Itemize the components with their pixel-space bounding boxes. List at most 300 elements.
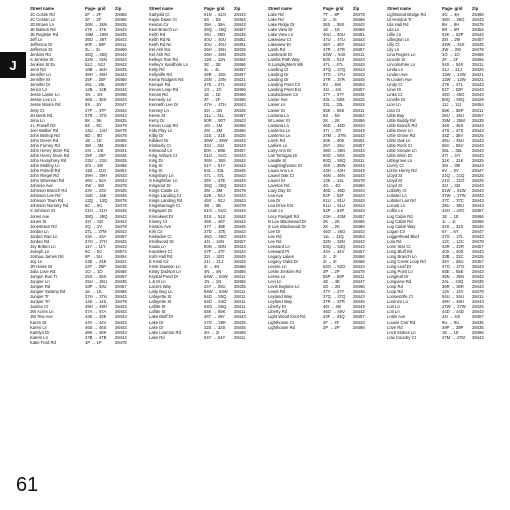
column-header <box>268 6 385 11</box>
street-name: Jones St <box>30 218 47 224</box>
page-grid: 3M → 3M <box>204 188 223 194</box>
street-name: L & M Ln <box>149 279 166 285</box>
street-name: Lake Bluff Dr <box>149 314 174 320</box>
street-name: Little Rock Ct <box>387 142 412 148</box>
street-name: Lindy Ct <box>387 82 403 88</box>
street-name: Las Tortugas Dr <box>268 152 298 158</box>
zip-code: 28454 <box>115 142 127 148</box>
street-name: Katers Ln <box>30 334 48 340</box>
street-name: Larkins Ln <box>268 142 288 148</box>
page-grid: 21I → 21J <box>204 258 224 264</box>
zip-code: 28443 <box>472 147 484 153</box>
page-grid: 37Y → 37Y <box>323 92 345 98</box>
page-grid: 2Q → 2V <box>85 223 103 229</box>
street-name: Long Bluff Rd <box>387 248 413 254</box>
zip-code: 28443 <box>353 203 365 209</box>
zip-code: 28457 <box>115 274 127 280</box>
zip-code: 28435 <box>472 324 484 330</box>
zip-code: 28443 <box>115 72 127 78</box>
page-grid: 33B → 33C <box>442 253 464 259</box>
zip-code: 28445 <box>353 299 365 305</box>
page-grid: 2E → 2E <box>204 62 221 68</box>
page-grid: 14U → 14U <box>85 127 107 133</box>
street-name: Joshua James Rd <box>30 253 64 259</box>
street-name: Lakeview Ct <box>268 36 291 42</box>
page-grid: 55E → 55E <box>442 269 464 275</box>
page-grid: 46D → 46D <box>323 122 345 128</box>
page-grid: 2K → 2K <box>323 218 340 224</box>
zip-code: 28443 <box>115 294 127 300</box>
zip-code: 28466 <box>472 11 484 17</box>
street-index <box>30 6 506 345</box>
street-name: Liberty Rd <box>268 309 288 315</box>
street-name: Lasalle St <box>268 158 287 163</box>
street-name: Lake Rd <box>149 334 165 340</box>
page-grid: 37O → 37U <box>323 72 346 78</box>
page-grid: 34Z → 35V <box>442 132 464 138</box>
street-name: John Polselli Rd <box>30 168 61 174</box>
street-name: Killdeer Dr <box>149 137 169 143</box>
page-grid: 24L → 24Q <box>442 279 464 285</box>
zip-code: 28466 <box>234 127 246 133</box>
street-name: Kensey Ln <box>149 107 169 113</box>
street-name: Keith Rd Nt <box>149 36 171 42</box>
zip-code: 28411 <box>234 304 246 310</box>
zip-code: 28454 <box>353 82 365 88</box>
street-name: E Kristi Cir <box>149 258 169 264</box>
header-street-name: Street name <box>30 6 54 11</box>
street-name: Lincoln St <box>387 57 406 63</box>
zip-code: 28425 <box>115 158 127 163</box>
zip-code: 28445 <box>472 223 484 229</box>
street-name: Jesse Lanier Ln <box>30 92 60 98</box>
zip-code: 28457 <box>353 46 365 52</box>
street-name: Kayla Dawn Ct <box>149 16 177 22</box>
zip-code: 28451 <box>234 41 246 47</box>
section-tab: J <box>0 52 26 78</box>
zip-code: 28466 <box>234 62 246 68</box>
zip-code: 28435 <box>115 31 127 37</box>
zip-code: 28443 <box>353 168 365 174</box>
column-header <box>387 6 504 11</box>
page-grid: 51O → 51O <box>204 208 227 214</box>
zip-code: 28443 <box>353 228 365 234</box>
page-grid: 1I → 2I <box>323 16 337 22</box>
page-grid: 44I → 44N <box>204 238 225 244</box>
street-name: Leslie Jenkins Rd <box>268 269 301 275</box>
street-name: Lake View Ln <box>268 31 294 37</box>
zip-code: 28411 <box>353 274 365 280</box>
street-name: Joy Britten Ln <box>30 243 56 249</box>
zip-code: 28451 <box>353 31 365 37</box>
street-name: JH Betts Rd <box>30 112 53 118</box>
street-name: Lacers Way <box>149 284 171 290</box>
street-name: JC Costin Rd <box>30 11 55 17</box>
zip-code: 28443 <box>472 163 484 169</box>
header-zip: Zip <box>353 6 360 11</box>
page-grid: 2F → 2F <box>85 16 102 22</box>
page-grid: 40U → 40U <box>204 36 226 42</box>
page-grid: 1I → 1I <box>442 218 456 224</box>
zip-code: 28443 <box>353 122 365 128</box>
page-grid: 5P → 5U <box>85 253 102 259</box>
street-name: Lottie Ave <box>387 314 406 320</box>
street-name: Lloyd St <box>387 173 403 179</box>
zip-code: 28443 <box>115 173 127 179</box>
header-page-grid: Page- grid <box>85 6 106 11</box>
page-grid: 43H → 43M <box>323 213 346 219</box>
page-grid: 48H → 48H <box>85 72 107 78</box>
zip-code: 28466 <box>234 122 246 128</box>
street-name: Juniper Tr <box>30 294 49 300</box>
street-name: John Henry Store Rd <box>30 147 70 153</box>
street-name: Lola Rd <box>387 238 402 244</box>
street-name: Lecy Padgett Rd <box>268 213 299 219</box>
zip-code: 28457 <box>472 112 484 118</box>
street-name: Loti Ln <box>387 309 400 315</box>
zip-code: 28466 <box>353 183 365 189</box>
zip-code: 28454 <box>353 112 365 118</box>
street-name: Lea Dr <box>268 198 281 204</box>
zip-code: 28457 <box>234 72 246 78</box>
page-grid: 24N → 24N <box>204 77 226 83</box>
page-grid: 4G → 4H <box>442 11 460 17</box>
zip-code: 28443 <box>115 243 127 249</box>
zip-code: 28443 <box>115 178 127 184</box>
street-name: Livery Ct <box>387 163 404 169</box>
street-name: Lobster Lair Rd <box>387 198 416 204</box>
street-name: Lesna Ln <box>268 274 286 280</box>
street-name: Links Ct <box>387 92 403 98</box>
zip-code: 28411 <box>115 41 127 47</box>
street-name: Juniper Rd <box>30 284 51 290</box>
zip-code: 28457 <box>472 243 484 249</box>
street-name: Kimwood Ln <box>149 147 173 153</box>
zip-code: 28466 <box>353 253 365 259</box>
street-name: Littlegrove Ln <box>387 158 413 163</box>
page-grid: 4L → 4L <box>204 67 220 73</box>
street-name: Johnnie Ave <box>30 183 53 189</box>
street-name: Little Oak Ln <box>387 137 411 143</box>
street-name: Jessie Lee Ln <box>30 97 56 103</box>
zip-code: 28466 <box>353 258 365 264</box>
page-grid: 55K → 55K <box>323 107 345 113</box>
zip-code: 28457 <box>472 36 484 42</box>
page-grid: 51W → 51W <box>442 188 466 194</box>
zip-code: 28466 <box>115 11 127 17</box>
page-grid: 24Y → 25U <box>204 284 226 290</box>
street-name: Jesse Moore Rd <box>30 102 61 108</box>
page-grid: 50R → 50T <box>204 117 226 123</box>
zip-code: 28421 <box>115 147 127 153</box>
page-grid: 47B → 47B <box>85 334 107 340</box>
street-name: Kingsnut Dr <box>149 183 171 189</box>
street-name: JW Tew Ave <box>30 314 53 320</box>
page-grid: 45O → 45O <box>442 92 465 98</box>
street-name: Linda Ln <box>387 67 404 73</box>
page-grid: 37R → 37R <box>323 77 345 83</box>
zip-code: 28466 <box>115 163 127 169</box>
zip-code: 28443 <box>115 52 127 58</box>
street-name: Lorenzo Ln <box>387 299 408 305</box>
zip-code: 28425 <box>234 46 246 52</box>
zip-code: 28457 <box>353 314 365 320</box>
street-name: Laurel Oak Ct <box>268 173 294 179</box>
zip-code: 28466 <box>353 324 365 330</box>
index-row <box>387 335 504 340</box>
street-name: Lake Leamon Rd <box>149 329 181 335</box>
page-grid: 26H → 26N <box>204 52 226 58</box>
street-name: S Jenkins St <box>30 57 54 63</box>
street-name: Louise Carr Rd <box>387 319 416 325</box>
zip-code: 28443 <box>115 314 127 320</box>
zip-code: 28435 <box>472 117 484 123</box>
page-grid: 1E → 1E <box>85 137 102 143</box>
street-name: Lovit Stokes Ln <box>387 329 416 335</box>
page-grid: 25F → 25F <box>85 152 106 158</box>
page-grid: 46S → 46S <box>442 122 464 128</box>
zip-code: 28457 <box>115 233 127 239</box>
zip-code: 28425 <box>234 52 246 58</box>
street-name: Little Winn Dr <box>387 152 413 158</box>
zip-code: 28425 <box>115 21 127 27</box>
page-grid: 27H → 27H <box>85 238 107 244</box>
zip-code: 28411 <box>234 289 246 295</box>
zip-code: 28466 <box>472 57 484 63</box>
zip-code: 28443 <box>472 142 484 148</box>
street-name: Loblolly Ct <box>387 188 407 194</box>
street-name: Lambrook Dr <box>268 52 293 58</box>
street-name: Kilby Dr <box>149 132 164 138</box>
street-name: Longleaf Dr <box>387 274 409 280</box>
zip-code: 28411 <box>234 334 246 340</box>
zip-code: 28443 <box>353 263 365 269</box>
page-grid: 7T → 8P <box>323 11 340 17</box>
street-name: Jennifer St <box>30 77 51 83</box>
street-name: Kel Ash Rd <box>149 52 170 58</box>
page-grid: 42O → 42O <box>442 208 465 214</box>
street-name: Keith Rd <box>149 31 166 37</box>
street-name: Lantana Ln <box>268 112 289 118</box>
street-name: S Lee Blackwood Dr <box>268 223 306 229</box>
street-name: Kenan Loop Rd <box>149 87 179 93</box>
street-name: S Lamplighters Wk <box>268 62 304 68</box>
zip-code: 28478 <box>115 223 127 229</box>
street-name: Kelley's Sandhole Ln <box>149 62 188 68</box>
page-grid: 2K → 2K <box>323 117 340 123</box>
index-column <box>30 6 147 345</box>
street-name: Johnson Lee Rd <box>30 193 61 199</box>
street-name: Leeward Ln <box>268 243 290 249</box>
zip-code: 28478 <box>115 299 127 305</box>
street-name: Legacy Oaks Dr <box>268 258 299 264</box>
street-name: Love Rd <box>387 324 403 330</box>
page-grid: 43K → 43K <box>85 314 107 320</box>
zip-code: 28447 <box>472 168 484 174</box>
zip-code: 28443 <box>234 198 246 204</box>
page-grid: 52K → 52P <box>442 31 464 37</box>
street-name: Landing Point Ext <box>268 87 301 93</box>
zip-code: 28478 <box>234 203 246 209</box>
street-name: Leeward Pt <box>268 248 290 254</box>
zip-code: 28411 <box>472 294 484 300</box>
page-grid: 1M → 1M <box>204 122 223 128</box>
page-grid: 46S → 46T <box>204 218 226 224</box>
street-name: N Linden Ave <box>387 77 412 83</box>
zip-code: 28443 <box>234 102 246 108</box>
street-name: S Kingfisher Ln <box>149 178 178 184</box>
street-name: Kings Landing Rd <box>149 198 183 204</box>
street-name: Loggerhead Blvd <box>387 233 419 239</box>
page-grid: 55P → 55P <box>323 274 345 280</box>
page-grid: 42R → 42R <box>442 243 464 249</box>
zip-code: 28466 <box>115 77 127 83</box>
zip-code: 28466 <box>472 213 484 219</box>
page-grid: 26Q → 26Q <box>204 26 227 32</box>
zip-code: 28443 <box>353 238 365 244</box>
zip-code: 28457 <box>472 314 484 320</box>
zip-code: 28443 <box>353 57 365 63</box>
street-name: Lean Ln <box>268 208 284 214</box>
zip-code: 28478 <box>115 183 127 189</box>
page-grid: 4W → 4W <box>85 183 105 189</box>
zip-code: 28421 <box>472 72 484 78</box>
zip-code: 28443 <box>472 198 484 204</box>
zip-code: 28425 <box>234 319 246 325</box>
page-grid: 5S → 5S <box>323 112 340 118</box>
page-grid: 32S → 32S <box>442 223 464 229</box>
street-name: Jumpin Run Tr <box>30 274 58 280</box>
zip-code: 28443 <box>115 57 127 63</box>
zip-code: 28425 <box>472 253 484 259</box>
street-name: Lafayette St <box>149 294 172 300</box>
street-name: Jetty Ct <box>30 107 45 113</box>
page-grid: 12C → 12C <box>442 238 464 244</box>
page-grid: 25M → 25M <box>442 117 465 123</box>
street-name: Lafitte St <box>149 309 166 315</box>
street-name: Kerry Dr <box>149 117 165 123</box>
street-name: Kristi Dawson Ln <box>149 263 181 269</box>
page-grid: 37G → 37L <box>442 233 464 239</box>
street-name: Joseph Ln <box>30 248 50 254</box>
zip-code: 28466 <box>234 269 246 275</box>
page-grid: 2P → 2P <box>323 324 340 330</box>
zip-code: 28443 <box>234 178 246 184</box>
page-grid: 39Y → 47E <box>204 178 226 184</box>
zip-code: 28443 <box>472 152 484 158</box>
street-name: Lea Ave <box>268 193 284 199</box>
zip-code: 28435 <box>234 284 246 290</box>
street-name: Kellyville Rd <box>149 72 172 78</box>
page-grid: 37Q → 37Q <box>323 294 346 300</box>
page-grid: 47K → 47K <box>85 26 107 32</box>
street-name: Katelyn Dr <box>30 329 50 335</box>
page-grid: 24I → 24I <box>85 147 104 153</box>
zip-code: 28425 <box>472 132 484 138</box>
page-grid: 32S → 32S <box>204 324 226 330</box>
zip-code: 28443 <box>234 213 246 219</box>
page-grid: 6C → 6C <box>85 203 103 209</box>
zip-code: 28443 <box>115 36 127 42</box>
zip-code: 28466 <box>234 329 246 335</box>
street-name: John Bishop Rd <box>30 132 60 138</box>
page-grid: 26R → 26S <box>204 72 226 78</box>
page-grid: 51O → 51O <box>204 152 227 158</box>
page-grid: 2K → 2K <box>323 223 340 229</box>
zip-code: 28445 <box>234 324 246 330</box>
street-name: Karen Ln <box>30 324 47 330</box>
page-grid: 1E → 1E <box>442 213 459 219</box>
page-grid: 46D → 46D <box>323 188 345 194</box>
street-name: Landing Ct <box>268 67 289 73</box>
zip-code: 28466 <box>115 269 127 275</box>
page-grid: 47A → 47A <box>85 309 107 315</box>
page-grid: 25Y → 26U <box>323 142 345 148</box>
page-grid: 2F → 2F <box>85 11 102 17</box>
street-name: Kings Castle Ln <box>149 188 179 194</box>
page-grid: 23V → 23V <box>85 188 107 194</box>
page-grid: 2D → 2D <box>323 284 341 290</box>
zip-code: 28466 <box>115 289 127 295</box>
street-name: John Riegel Rd <box>30 173 59 179</box>
zip-code: 28443 <box>234 233 246 239</box>
page-grid: 2F → 2F <box>204 97 221 103</box>
zip-code: 28466 <box>115 137 127 143</box>
page-number: 61 <box>16 474 39 496</box>
page-grid: 11B → 11G <box>85 168 107 174</box>
page-grid: 37I → 37I <box>323 127 342 133</box>
zip-code: 28478 <box>472 289 484 295</box>
zip-code: 28443 <box>115 304 127 310</box>
page-grid: 47K → 47L <box>204 82 225 88</box>
zip-code: 28443 <box>472 203 484 209</box>
page-grid: 8Z → 9C <box>85 122 102 128</box>
street-name: Kids Play Ln <box>149 127 173 133</box>
page-grid: 36N → 36N <box>442 274 464 280</box>
header-zip: Zip <box>472 6 479 11</box>
page-grid: 4E → 4E <box>323 279 340 285</box>
zip-code: 28443 <box>353 208 365 214</box>
page-grid: 47R → 47R <box>323 46 345 52</box>
zip-code: 28478 <box>353 11 365 17</box>
zip-code: 28457 <box>353 213 365 219</box>
zip-code: 28466 <box>115 92 127 98</box>
zip-code: 28443 <box>353 319 365 325</box>
street-name: Kinston Ave <box>149 223 172 229</box>
street-name: Lazy Day Dr <box>268 188 292 194</box>
zip-code: 28443 <box>472 127 484 133</box>
page-grid: 50X → 51X <box>323 57 345 63</box>
zip-code: 28443 <box>115 319 127 325</box>
zip-code: 28457 <box>234 26 246 32</box>
zip-code: 28443 <box>472 183 484 189</box>
street-name: Kel Ash Ext <box>149 46 171 52</box>
page-grid: 2W → 2W <box>442 46 462 52</box>
zip-code: 28443 <box>353 41 365 47</box>
street-name: Long Creek Loop Rd <box>387 258 426 264</box>
zip-code: 28466 <box>234 263 246 269</box>
street-name: Lanier St <box>268 107 285 113</box>
street-name: John Mobley Ln <box>30 163 60 169</box>
page-grid: 6V → 6V <box>442 168 459 174</box>
page-grid: 9U → 9U <box>442 319 460 325</box>
street-name: JW Acres Ln <box>30 309 54 315</box>
page-grid: 26H → 26H <box>204 46 226 52</box>
zip-code: 28443 <box>353 21 365 27</box>
zip-code: 28445 <box>234 253 246 259</box>
zip-code: 28411 <box>472 107 484 113</box>
zip-code: 28457 <box>234 112 246 118</box>
